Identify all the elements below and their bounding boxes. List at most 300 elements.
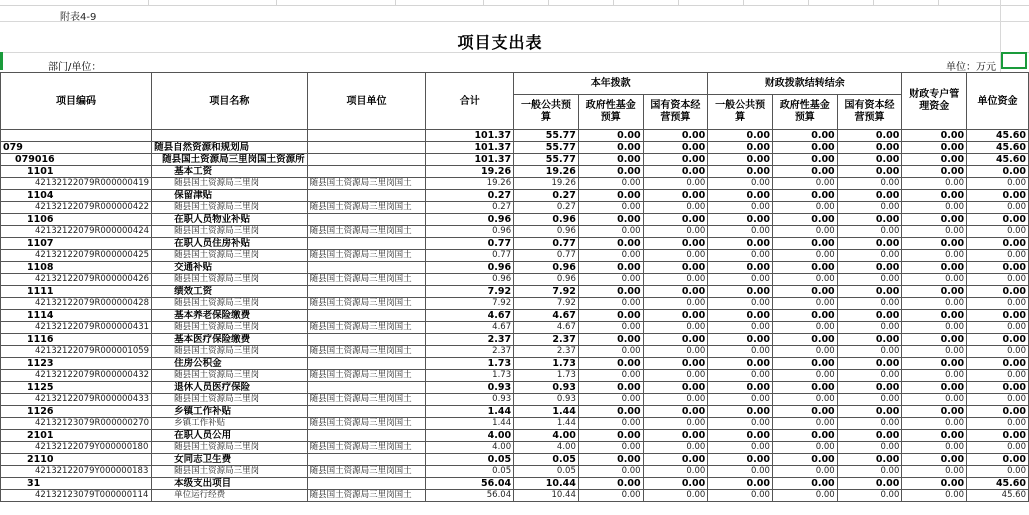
amount-cell[interactable]: 0.00 xyxy=(837,490,902,502)
amount-cell[interactable]: 0.00 xyxy=(578,358,643,370)
code-cell[interactable]: 1123 xyxy=(1,358,152,370)
amount-cell[interactable]: 0.00 xyxy=(643,406,708,418)
amount-cell[interactable]: 0.00 xyxy=(643,394,708,406)
name-cell[interactable]: 随县国土资源局三里岗 xyxy=(152,226,308,238)
amount-cell[interactable]: 4.67 xyxy=(514,322,579,334)
total-cell[interactable]: 101.37 xyxy=(426,142,514,154)
code-cell[interactable]: 42132122079R000000424 xyxy=(1,226,152,238)
total-cell[interactable]: 0.96 xyxy=(426,226,514,238)
name-cell[interactable]: 随县国土资源局三里岗 xyxy=(152,346,308,358)
amount-cell[interactable]: 0.00 xyxy=(967,322,1029,334)
amount-cell[interactable]: 0.00 xyxy=(772,466,837,478)
code-cell[interactable]: 42132122079Y000000180 xyxy=(1,442,152,454)
amount-cell[interactable]: 7.92 xyxy=(514,298,579,310)
name-cell[interactable]: 本级支出项目 xyxy=(152,478,308,490)
amount-cell[interactable]: 0.00 xyxy=(837,202,902,214)
amount-cell[interactable]: 0.00 xyxy=(967,334,1029,346)
amount-cell[interactable]: 0.00 xyxy=(643,490,708,502)
amount-cell[interactable]: 4.67 xyxy=(514,310,579,322)
amount-cell[interactable]: 0.00 xyxy=(643,274,708,286)
amount-cell[interactable]: 55.77 xyxy=(514,130,579,142)
amount-cell[interactable]: 0.27 xyxy=(514,202,579,214)
name-cell[interactable]: 在职人员物业补贴 xyxy=(152,214,308,226)
amount-cell[interactable]: 0.00 xyxy=(578,394,643,406)
amount-cell[interactable]: 0.00 xyxy=(708,478,773,490)
amount-cell[interactable]: 0.00 xyxy=(837,226,902,238)
name-cell[interactable]: 单位运行经费 xyxy=(152,490,308,502)
amount-cell[interactable]: 0.96 xyxy=(514,226,579,238)
org-cell[interactable] xyxy=(307,310,426,322)
org-cell[interactable] xyxy=(307,478,426,490)
amount-cell[interactable]: 0.00 xyxy=(772,478,837,490)
amount-cell[interactable]: 0.00 xyxy=(837,310,902,322)
name-cell[interactable]: 随县国土资源局三里岗 xyxy=(152,274,308,286)
org-cell[interactable]: 随县国土资源局三里岗国土 xyxy=(307,298,426,310)
amount-cell[interactable]: 0.00 xyxy=(578,154,643,166)
amount-cell[interactable]: 0.00 xyxy=(967,430,1029,442)
amount-cell[interactable]: 0.00 xyxy=(837,250,902,262)
amount-cell[interactable]: 0.00 xyxy=(578,322,643,334)
total-cell[interactable]: 4.67 xyxy=(426,322,514,334)
amount-cell[interactable]: 0.00 xyxy=(902,478,967,490)
amount-cell[interactable]: 0.00 xyxy=(643,418,708,430)
amount-cell[interactable]: 0.00 xyxy=(708,430,773,442)
amount-cell[interactable]: 0.00 xyxy=(578,226,643,238)
code-cell[interactable]: 2101 xyxy=(1,430,152,442)
amount-cell[interactable]: 0.00 xyxy=(578,454,643,466)
amount-cell[interactable]: 0.00 xyxy=(772,454,837,466)
name-cell[interactable]: 随县国土资源局三里岗 xyxy=(152,394,308,406)
amount-cell[interactable]: 0.00 xyxy=(902,130,967,142)
amount-cell[interactable]: 0.00 xyxy=(772,202,837,214)
amount-cell[interactable]: 0.00 xyxy=(578,490,643,502)
amount-cell[interactable]: 0.00 xyxy=(837,166,902,178)
amount-cell[interactable]: 0.00 xyxy=(772,442,837,454)
total-cell[interactable]: 4.00 xyxy=(426,442,514,454)
amount-cell[interactable]: 0.00 xyxy=(902,322,967,334)
amount-cell[interactable]: 0.00 xyxy=(643,214,708,226)
amount-cell[interactable]: 10.44 xyxy=(514,490,579,502)
amount-cell[interactable]: 0.00 xyxy=(708,370,773,382)
amount-cell[interactable]: 0.00 xyxy=(708,406,773,418)
amount-cell[interactable]: 0.27 xyxy=(514,190,579,202)
amount-cell[interactable]: 4.00 xyxy=(514,430,579,442)
org-cell[interactable] xyxy=(307,142,426,154)
amount-cell[interactable]: 0.00 xyxy=(772,178,837,190)
amount-cell[interactable]: 0.00 xyxy=(772,310,837,322)
amount-cell[interactable]: 0.96 xyxy=(514,262,579,274)
amount-cell[interactable]: 0.00 xyxy=(772,214,837,226)
amount-cell[interactable]: 0.00 xyxy=(708,286,773,298)
amount-cell[interactable]: 0.00 xyxy=(967,394,1029,406)
amount-cell[interactable]: 0.00 xyxy=(772,394,837,406)
header-current-year[interactable]: 本年拨款 xyxy=(514,73,708,95)
amount-cell[interactable]: 0.00 xyxy=(837,442,902,454)
amount-cell[interactable]: 0.00 xyxy=(902,394,967,406)
amount-cell[interactable]: 0.00 xyxy=(837,142,902,154)
amount-cell[interactable]: 0.00 xyxy=(902,226,967,238)
name-cell[interactable]: 基本养老保险缴费 xyxy=(152,310,308,322)
amount-cell[interactable]: 0.00 xyxy=(643,202,708,214)
code-cell[interactable]: 1126 xyxy=(1,406,152,418)
org-cell[interactable] xyxy=(307,358,426,370)
amount-cell[interactable]: 0.00 xyxy=(902,298,967,310)
org-cell[interactable]: 随县国土资源局三里岗国土 xyxy=(307,490,426,502)
name-cell[interactable]: 乡镇工作补贴 xyxy=(152,418,308,430)
code-cell[interactable]: 1106 xyxy=(1,214,152,226)
amount-cell[interactable]: 0.00 xyxy=(967,418,1029,430)
amount-cell[interactable]: 4.00 xyxy=(514,442,579,454)
header-code[interactable]: 项目编码 xyxy=(1,73,152,130)
amount-cell[interactable]: 0.00 xyxy=(708,298,773,310)
amount-cell[interactable]: 0.00 xyxy=(967,370,1029,382)
header-name[interactable]: 项目名称 xyxy=(152,73,308,130)
name-cell[interactable]: 随县国土资源局三里岗国土资源所 xyxy=(152,154,308,166)
total-cell[interactable]: 1.73 xyxy=(426,358,514,370)
org-cell[interactable]: 随县国土资源局三里岗国土 xyxy=(307,394,426,406)
amount-cell[interactable]: 0.00 xyxy=(902,238,967,250)
header-own-funds[interactable]: 单位资金 xyxy=(967,73,1029,130)
name-cell[interactable]: 绩效工资 xyxy=(152,286,308,298)
org-cell[interactable] xyxy=(307,238,426,250)
amount-cell[interactable]: 0.00 xyxy=(902,370,967,382)
amount-cell[interactable]: 0.00 xyxy=(902,346,967,358)
header-carryover[interactable]: 财政拨款结转结余 xyxy=(708,73,902,95)
amount-cell[interactable]: 0.00 xyxy=(772,238,837,250)
amount-cell[interactable]: 0.00 xyxy=(772,262,837,274)
total-cell[interactable]: 0.96 xyxy=(426,262,514,274)
code-cell[interactable]: 1116 xyxy=(1,334,152,346)
amount-cell[interactable]: 0.00 xyxy=(708,454,773,466)
code-cell[interactable]: 42132122079R000000425 xyxy=(1,250,152,262)
amount-cell[interactable]: 0.00 xyxy=(643,466,708,478)
total-cell[interactable]: 1.44 xyxy=(426,418,514,430)
amount-cell[interactable]: 0.00 xyxy=(967,190,1029,202)
amount-cell[interactable]: 0.00 xyxy=(902,334,967,346)
amount-cell[interactable]: 19.26 xyxy=(514,178,579,190)
amount-cell[interactable]: 0.00 xyxy=(578,166,643,178)
amount-cell[interactable]: 0.00 xyxy=(708,358,773,370)
header-sub[interactable]: 政府性基金预算 xyxy=(578,95,643,130)
amount-cell[interactable]: 0.77 xyxy=(514,238,579,250)
amount-cell[interactable]: 0.00 xyxy=(578,190,643,202)
amount-cell[interactable]: 0.00 xyxy=(837,406,902,418)
name-cell[interactable]: 退休人员医疗保险 xyxy=(152,382,308,394)
amount-cell[interactable]: 0.00 xyxy=(578,250,643,262)
amount-cell[interactable]: 0.00 xyxy=(643,286,708,298)
org-cell[interactable]: 随县国土资源局三里岗国土 xyxy=(307,442,426,454)
org-cell[interactable] xyxy=(307,130,426,142)
code-cell[interactable]: 42132122079R000000432 xyxy=(1,370,152,382)
amount-cell[interactable]: 0.00 xyxy=(578,430,643,442)
amount-cell[interactable]: 0.00 xyxy=(643,142,708,154)
amount-cell[interactable]: 0.00 xyxy=(902,430,967,442)
amount-cell[interactable]: 0.05 xyxy=(514,466,579,478)
amount-cell[interactable]: 0.00 xyxy=(772,430,837,442)
code-cell[interactable]: 079 xyxy=(1,142,152,154)
amount-cell[interactable]: 0.00 xyxy=(902,442,967,454)
total-cell[interactable]: 0.96 xyxy=(426,214,514,226)
amount-cell[interactable]: 0.00 xyxy=(967,358,1029,370)
selected-cell[interactable] xyxy=(1001,52,1027,69)
code-cell[interactable]: 1108 xyxy=(1,262,152,274)
org-cell[interactable]: 随县国土资源局三里岗国土 xyxy=(307,274,426,286)
total-cell[interactable]: 4.00 xyxy=(426,430,514,442)
amount-cell[interactable]: 0.00 xyxy=(772,358,837,370)
amount-cell[interactable]: 2.37 xyxy=(514,334,579,346)
header-total[interactable]: 合计 xyxy=(426,73,514,130)
total-cell[interactable]: 0.93 xyxy=(426,394,514,406)
amount-cell[interactable]: 0.00 xyxy=(708,334,773,346)
amount-cell[interactable]: 0.93 xyxy=(514,382,579,394)
amount-cell[interactable]: 0.00 xyxy=(967,286,1029,298)
amount-cell[interactable]: 0.00 xyxy=(837,322,902,334)
header-sub[interactable]: 政府性基金预算 xyxy=(772,95,837,130)
org-cell[interactable]: 随县国土资源局三里岗国土 xyxy=(307,418,426,430)
code-cell[interactable]: 1125 xyxy=(1,382,152,394)
org-cell[interactable]: 随县国土资源局三里岗国土 xyxy=(307,466,426,478)
name-cell[interactable]: 保留津贴 xyxy=(152,190,308,202)
amount-cell[interactable]: 0.00 xyxy=(902,466,967,478)
org-cell[interactable]: 随县国土资源局三里岗国土 xyxy=(307,346,426,358)
header-sub[interactable]: 一般公共预算 xyxy=(708,95,773,130)
amount-cell[interactable]: 0.00 xyxy=(578,382,643,394)
amount-cell[interactable]: 0.00 xyxy=(902,406,967,418)
name-cell[interactable]: 随县国土资源局三里岗 xyxy=(152,250,308,262)
amount-cell[interactable]: 0.00 xyxy=(708,322,773,334)
header-sub[interactable]: 国有资本经营预算 xyxy=(643,95,708,130)
total-cell[interactable]: 101.37 xyxy=(426,130,514,142)
amount-cell[interactable]: 0.00 xyxy=(837,130,902,142)
amount-cell[interactable]: 0.00 xyxy=(578,334,643,346)
code-cell[interactable]: 079016 xyxy=(1,154,152,166)
org-cell[interactable]: 随县国土资源局三里岗国土 xyxy=(307,178,426,190)
org-cell[interactable] xyxy=(307,166,426,178)
total-cell[interactable]: 101.37 xyxy=(426,154,514,166)
amount-cell[interactable]: 0.00 xyxy=(708,214,773,226)
amount-cell[interactable]: 0.00 xyxy=(902,166,967,178)
code-cell[interactable]: 42132122079Y000000183 xyxy=(1,466,152,478)
amount-cell[interactable]: 0.00 xyxy=(837,346,902,358)
amount-cell[interactable]: 0.00 xyxy=(902,154,967,166)
amount-cell[interactable]: 0.00 xyxy=(772,334,837,346)
amount-cell[interactable]: 0.00 xyxy=(708,490,773,502)
org-cell[interactable]: 随县国土资源局三里岗国土 xyxy=(307,202,426,214)
amount-cell[interactable]: 0.00 xyxy=(578,130,643,142)
amount-cell[interactable]: 0.00 xyxy=(708,382,773,394)
amount-cell[interactable]: 0.00 xyxy=(837,358,902,370)
amount-cell[interactable]: 0.00 xyxy=(708,310,773,322)
amount-cell[interactable]: 0.00 xyxy=(708,274,773,286)
header-org[interactable]: 项目单位 xyxy=(307,73,426,130)
total-cell[interactable]: 0.27 xyxy=(426,202,514,214)
amount-cell[interactable]: 0.00 xyxy=(772,406,837,418)
amount-cell[interactable]: 0.00 xyxy=(837,394,902,406)
name-cell[interactable]: 基本医疗保险缴费 xyxy=(152,334,308,346)
amount-cell[interactable]: 0.00 xyxy=(902,382,967,394)
org-cell[interactable] xyxy=(307,334,426,346)
amount-cell[interactable]: 0.00 xyxy=(708,346,773,358)
amount-cell[interactable]: 0.00 xyxy=(772,142,837,154)
total-cell[interactable]: 1.73 xyxy=(426,370,514,382)
total-cell[interactable]: 2.37 xyxy=(426,334,514,346)
total-cell[interactable]: 7.92 xyxy=(426,286,514,298)
name-cell[interactable]: 基本工资 xyxy=(152,166,308,178)
amount-cell[interactable]: 0.00 xyxy=(837,214,902,226)
amount-cell[interactable]: 0.00 xyxy=(643,310,708,322)
code-cell[interactable]: 42132122079R000000428 xyxy=(1,298,152,310)
amount-cell[interactable]: 1.44 xyxy=(514,406,579,418)
amount-cell[interactable]: 0.00 xyxy=(837,382,902,394)
org-cell[interactable]: 随县国土资源局三里岗国土 xyxy=(307,370,426,382)
amount-cell[interactable]: 0.00 xyxy=(902,490,967,502)
amount-cell[interactable]: 0.00 xyxy=(772,418,837,430)
amount-cell[interactable]: 0.00 xyxy=(967,166,1029,178)
name-cell[interactable]: 随县自然资源和规划局 xyxy=(152,142,308,154)
amount-cell[interactable]: 0.00 xyxy=(837,370,902,382)
amount-cell[interactable]: 0.00 xyxy=(772,370,837,382)
amount-cell[interactable]: 0.00 xyxy=(902,250,967,262)
amount-cell[interactable]: 0.00 xyxy=(708,238,773,250)
amount-cell[interactable]: 0.00 xyxy=(902,286,967,298)
amount-cell[interactable]: 0.00 xyxy=(837,154,902,166)
amount-cell[interactable]: 0.00 xyxy=(837,418,902,430)
org-cell[interactable]: 随县国土资源局三里岗国土 xyxy=(307,226,426,238)
amount-cell[interactable]: 0.00 xyxy=(772,274,837,286)
amount-cell[interactable]: 45.60 xyxy=(967,154,1029,166)
code-cell[interactable]: 42132122079R000000422 xyxy=(1,202,152,214)
amount-cell[interactable]: 0.00 xyxy=(578,262,643,274)
amount-cell[interactable]: 0.00 xyxy=(578,310,643,322)
amount-cell[interactable]: 0.00 xyxy=(643,370,708,382)
amount-cell[interactable]: 0.00 xyxy=(643,226,708,238)
code-cell[interactable]: 42132122079R000000426 xyxy=(1,274,152,286)
amount-cell[interactable]: 0.00 xyxy=(837,466,902,478)
amount-cell[interactable]: 0.00 xyxy=(578,346,643,358)
code-cell[interactable]: 42132122079R000000433 xyxy=(1,394,152,406)
amount-cell[interactable]: 0.00 xyxy=(643,346,708,358)
code-cell[interactable]: 42132122079R000000419 xyxy=(1,178,152,190)
amount-cell[interactable]: 0.00 xyxy=(967,262,1029,274)
amount-cell[interactable]: 0.77 xyxy=(514,250,579,262)
amount-cell[interactable]: 0.00 xyxy=(967,214,1029,226)
amount-cell[interactable]: 0.00 xyxy=(837,298,902,310)
header-sub[interactable]: 一般公共预算 xyxy=(514,95,579,130)
amount-cell[interactable]: 0.93 xyxy=(514,394,579,406)
amount-cell[interactable]: 45.60 xyxy=(967,142,1029,154)
name-cell[interactable]: 随县国土资源局三里岗 xyxy=(152,466,308,478)
amount-cell[interactable]: 0.00 xyxy=(967,250,1029,262)
amount-cell[interactable]: 0.00 xyxy=(772,190,837,202)
name-cell[interactable]: 在职人员公用 xyxy=(152,430,308,442)
amount-cell[interactable]: 0.00 xyxy=(967,382,1029,394)
amount-cell[interactable]: 0.00 xyxy=(837,274,902,286)
amount-cell[interactable]: 0.00 xyxy=(578,274,643,286)
name-cell[interactable]: 随县国土资源局三里岗 xyxy=(152,178,308,190)
amount-cell[interactable]: 0.00 xyxy=(578,478,643,490)
amount-cell[interactable]: 0.00 xyxy=(708,250,773,262)
amount-cell[interactable]: 0.00 xyxy=(902,262,967,274)
amount-cell[interactable]: 45.60 xyxy=(967,130,1029,142)
amount-cell[interactable]: 0.00 xyxy=(772,130,837,142)
name-cell[interactable]: 随县国土资源局三里岗 xyxy=(152,322,308,334)
total-cell[interactable]: 0.77 xyxy=(426,238,514,250)
name-cell[interactable]: 随县国土资源局三里岗 xyxy=(152,298,308,310)
amount-cell[interactable]: 0.00 xyxy=(578,406,643,418)
code-cell[interactable]: 2110 xyxy=(1,454,152,466)
amount-cell[interactable]: 0.00 xyxy=(772,322,837,334)
total-cell[interactable]: 0.96 xyxy=(426,274,514,286)
amount-cell[interactable]: 0.00 xyxy=(643,478,708,490)
amount-cell[interactable]: 0.00 xyxy=(902,454,967,466)
amount-cell[interactable]: 0.00 xyxy=(578,178,643,190)
amount-cell[interactable]: 0.00 xyxy=(837,178,902,190)
total-cell[interactable]: 0.93 xyxy=(426,382,514,394)
amount-cell[interactable]: 0.00 xyxy=(643,298,708,310)
amount-cell[interactable]: 0.00 xyxy=(708,226,773,238)
name-cell[interactable] xyxy=(152,130,308,142)
amount-cell[interactable]: 0.00 xyxy=(578,442,643,454)
amount-cell[interactable]: 0.00 xyxy=(967,346,1029,358)
code-cell[interactable]: 1107 xyxy=(1,238,152,250)
amount-cell[interactable]: 0.00 xyxy=(902,142,967,154)
amount-cell[interactable]: 0.00 xyxy=(643,382,708,394)
amount-cell[interactable]: 0.00 xyxy=(772,226,837,238)
amount-cell[interactable]: 0.00 xyxy=(643,250,708,262)
amount-cell[interactable]: 1.73 xyxy=(514,358,579,370)
amount-cell[interactable]: 0.00 xyxy=(967,274,1029,286)
total-cell[interactable]: 19.26 xyxy=(426,178,514,190)
amount-cell[interactable]: 19.26 xyxy=(514,166,579,178)
amount-cell[interactable]: 1.44 xyxy=(514,418,579,430)
code-cell[interactable]: 1111 xyxy=(1,286,152,298)
amount-cell[interactable]: 0.00 xyxy=(902,310,967,322)
org-cell[interactable]: 随县国土资源局三里岗国土 xyxy=(307,322,426,334)
amount-cell[interactable]: 0.00 xyxy=(772,250,837,262)
org-cell[interactable] xyxy=(307,454,426,466)
amount-cell[interactable]: 0.00 xyxy=(772,490,837,502)
name-cell[interactable]: 交通补贴 xyxy=(152,262,308,274)
amount-cell[interactable]: 0.00 xyxy=(578,298,643,310)
amount-cell[interactable]: 0.00 xyxy=(708,418,773,430)
header-special-account[interactable]: 财政专户管理资金 xyxy=(902,73,967,130)
amount-cell[interactable]: 0.00 xyxy=(643,238,708,250)
code-cell[interactable]: 1114 xyxy=(1,310,152,322)
amount-cell[interactable]: 0.00 xyxy=(643,166,708,178)
amount-cell[interactable]: 0.96 xyxy=(514,274,579,286)
amount-cell[interactable]: 0.00 xyxy=(837,478,902,490)
code-cell[interactable]: 42132123079T000000114 xyxy=(1,490,152,502)
amount-cell[interactable]: 0.00 xyxy=(708,166,773,178)
total-cell[interactable]: 1.44 xyxy=(426,406,514,418)
header-sub[interactable]: 国有资本经营预算 xyxy=(837,95,902,130)
amount-cell[interactable]: 0.00 xyxy=(967,442,1029,454)
amount-cell[interactable]: 0.00 xyxy=(708,142,773,154)
amount-cell[interactable]: 0.00 xyxy=(772,154,837,166)
name-cell[interactable]: 在职人员住房补贴 xyxy=(152,238,308,250)
amount-cell[interactable]: 45.60 xyxy=(967,478,1029,490)
amount-cell[interactable]: 0.00 xyxy=(578,418,643,430)
amount-cell[interactable]: 0.00 xyxy=(708,202,773,214)
amount-cell[interactable]: 1.73 xyxy=(514,370,579,382)
amount-cell[interactable]: 0.00 xyxy=(772,346,837,358)
amount-cell[interactable]: 0.00 xyxy=(837,286,902,298)
amount-cell[interactable]: 0.00 xyxy=(643,430,708,442)
name-cell[interactable]: 随县国土资源局三里岗 xyxy=(152,442,308,454)
amount-cell[interactable]: 0.00 xyxy=(578,142,643,154)
amount-cell[interactable]: 0.00 xyxy=(708,442,773,454)
org-cell[interactable] xyxy=(307,430,426,442)
